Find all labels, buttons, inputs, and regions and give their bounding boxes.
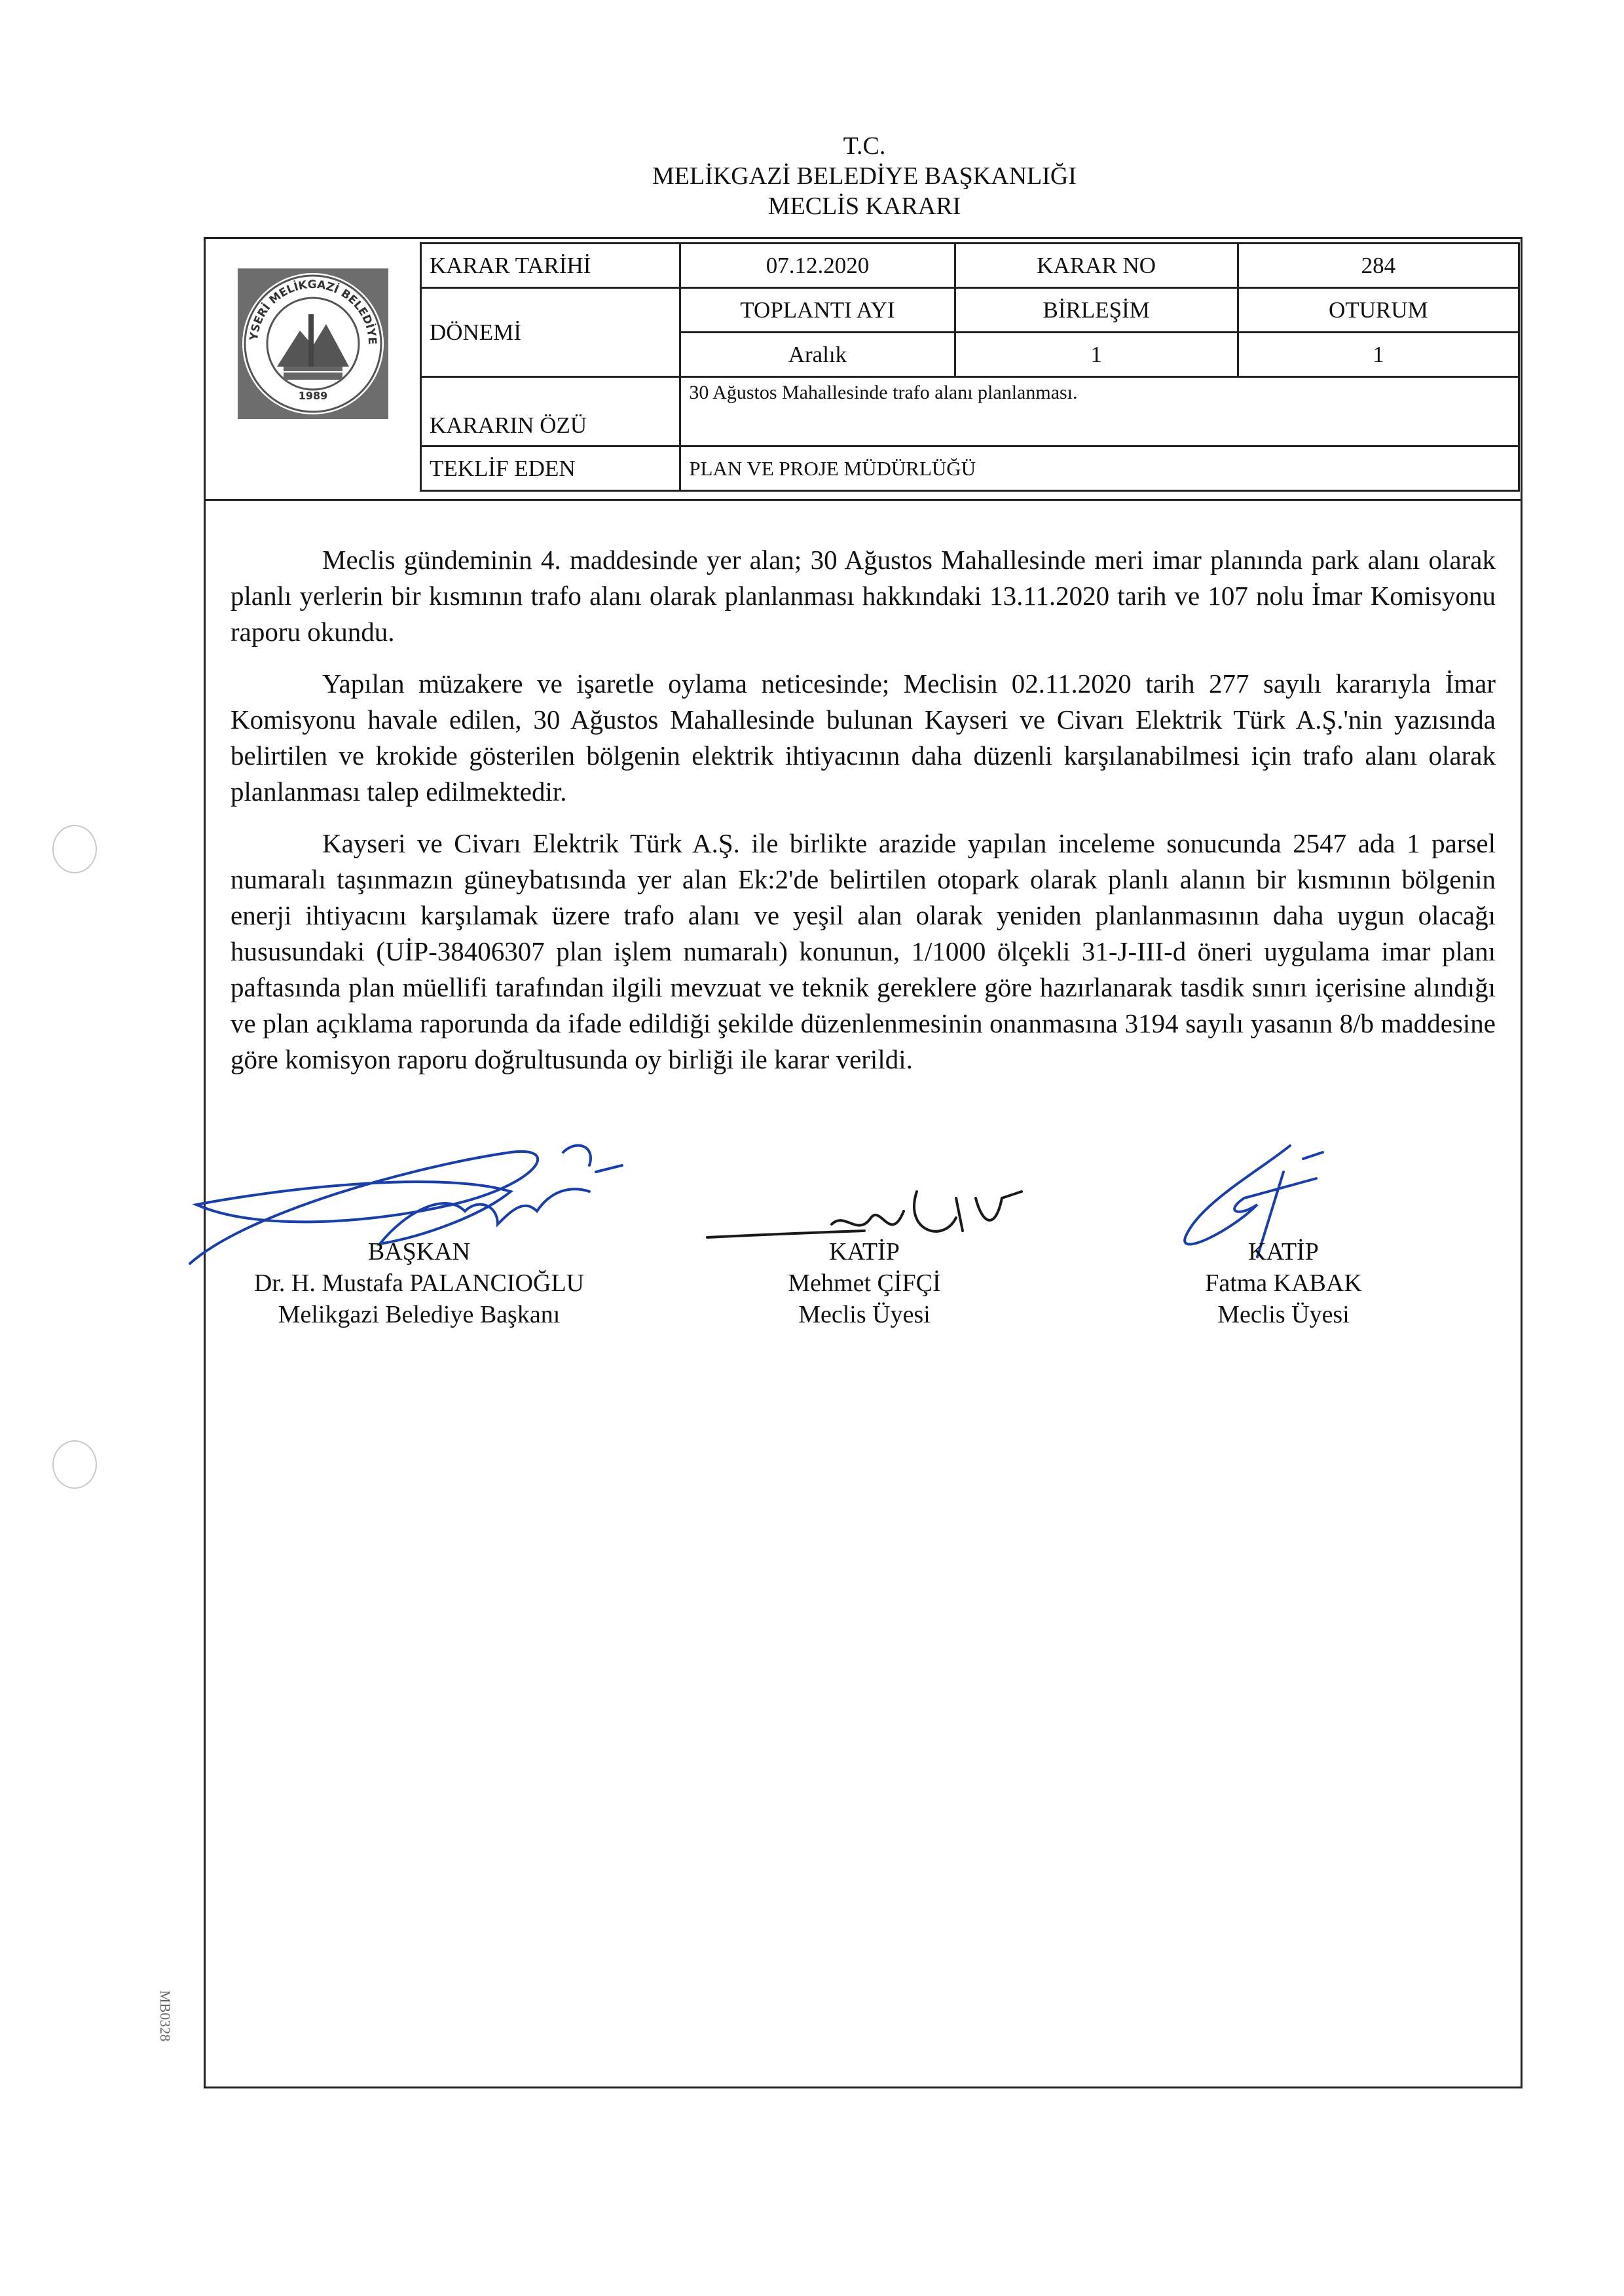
signature-role: BAŞKAN xyxy=(367,1238,471,1266)
signature-title: Meclis Üyesi xyxy=(798,1301,931,1328)
karar-tarihi-value: 07.12.2020 xyxy=(680,244,955,288)
signature-katip-1 xyxy=(720,1236,1008,1330)
signature-name: Mehmet ÇİFÇİ xyxy=(788,1269,941,1297)
toplanti-ayi-label: TOPLANTI AYI xyxy=(680,288,955,333)
header-doc-type: MECLİS KARARI xyxy=(767,192,961,220)
signature-katip-2 xyxy=(1139,1236,1428,1330)
form-code: MB0328 xyxy=(157,1990,174,2042)
oturum-label: OTURUM xyxy=(1238,288,1519,333)
body-paragraph-1: Meclis gündeminin 4. maddesinde yer alan; 30 Ağustos Mahallesinde meri imar planında park alanı olarak planlı yerlerin bir kısmının trafo alanı olarak planlanması hakkındaki 13.11.2020 tarih ve 107 nolu İmar Komisyonu raporu okundu. xyxy=(231,545,1496,647)
decision-body xyxy=(231,542,1496,1093)
punch-hole xyxy=(52,1440,97,1489)
body-paragraph-3: Kayseri ve Civarı Elektrik Türk A.Ş. ile birlikte arazide yapılan inceleme sonucunda 2547 ada 1 parsel numaralı taşınmazın güneybatısında yer alan Ek:2'de belirtilen otopark olarak planlı alanın bir kısmının bölgenin enerji ihtiyacını karşılamak üzere trafo alanı ve yeşil alan olarak yeniden planlanmasının daha uygun olacağı hususundaki (UİP-38406307 plan işlem numaralı) konunun, 1/1000 ölçekli 31-J-III-d öneri uygulama imar planı paftasında plan müellifi tarafından ilgili mevzuat ve teknik gereklere göre hazırlanarak tasdik sınırı içerisine alındığı ve plan açıklama raporunda da ifade edildiği şekilde düzenlenmesinin onanmasına 3194 sayılı yasanın 8/b maddesine göre komisyon raporu doğrultusunda oy birliği ile karar verildi. xyxy=(231,828,1496,1074)
signature-title: Meclis Üyesi xyxy=(1217,1301,1350,1328)
teklif-eden-label: TEKLİF EDEN xyxy=(421,446,680,491)
karar-no-label: KARAR NO xyxy=(955,244,1238,288)
punch-hole xyxy=(52,825,97,873)
birlesim-value: 1 xyxy=(955,333,1238,377)
signature-title: Melikgazi Belediye Başkanı xyxy=(278,1301,561,1328)
donemi-label: DÖNEMİ xyxy=(421,288,680,377)
municipality-seal xyxy=(238,268,388,419)
header-separator-line xyxy=(204,499,1522,501)
kararin-ozu-value: 30 Ağustos Mahallesinde trafo alanı planlanması. xyxy=(680,377,1519,446)
body-paragraph-2: Yapılan müzakere ve işaretle oylama neticesinde; Meclisin 02.11.2020 tarih 277 sayılı kararıyla İmar Komisyonu havale edilen, 30 Ağustos Mahallesinde bulunan Kayseri ve Civarı Elektrik Türk A.Ş.'nin yazısında belirtilen ve krokide gösterilen bölgenin elektrik ihtiyacının daha düzenli karşılanabilmesi için trafo alanı olarak planlanması talep edilmektedir. xyxy=(231,668,1496,807)
seal-icon xyxy=(238,268,388,419)
birlesim-label: BİRLEŞİM xyxy=(955,288,1238,333)
header-institution: MELİKGAZİ BELEDİYE BAŞKANLIĞI xyxy=(652,162,1077,190)
signature-name: Dr. H. Mustafa PALANCIOĞLU xyxy=(253,1269,585,1297)
toplanti-ayi-value: Aralık xyxy=(680,333,955,377)
teklif-eden-value: PLAN VE PROJE MÜDÜRLÜĞÜ xyxy=(680,446,1519,491)
seal-text: YSERİ MELİKGAZİ BELEDİYE xyxy=(248,278,379,345)
document-header xyxy=(0,131,1624,221)
karar-tarihi-label: KARAR TARİHİ xyxy=(421,244,680,288)
oturum-value: 1 xyxy=(1238,333,1519,377)
seal-year: 1989 xyxy=(298,390,328,402)
kararin-ozu-label: KARARIN ÖZÜ xyxy=(421,377,680,446)
decision-meta-table xyxy=(420,242,1520,492)
signature-name: Fatma KABAK xyxy=(1205,1269,1362,1297)
header-tc: T.C. xyxy=(843,132,886,160)
signature-baskan xyxy=(216,1236,622,1330)
karar-no-value: 284 xyxy=(1238,244,1519,288)
signature-role: KATİP xyxy=(829,1238,900,1266)
signature-role: KATİP xyxy=(1248,1238,1319,1266)
